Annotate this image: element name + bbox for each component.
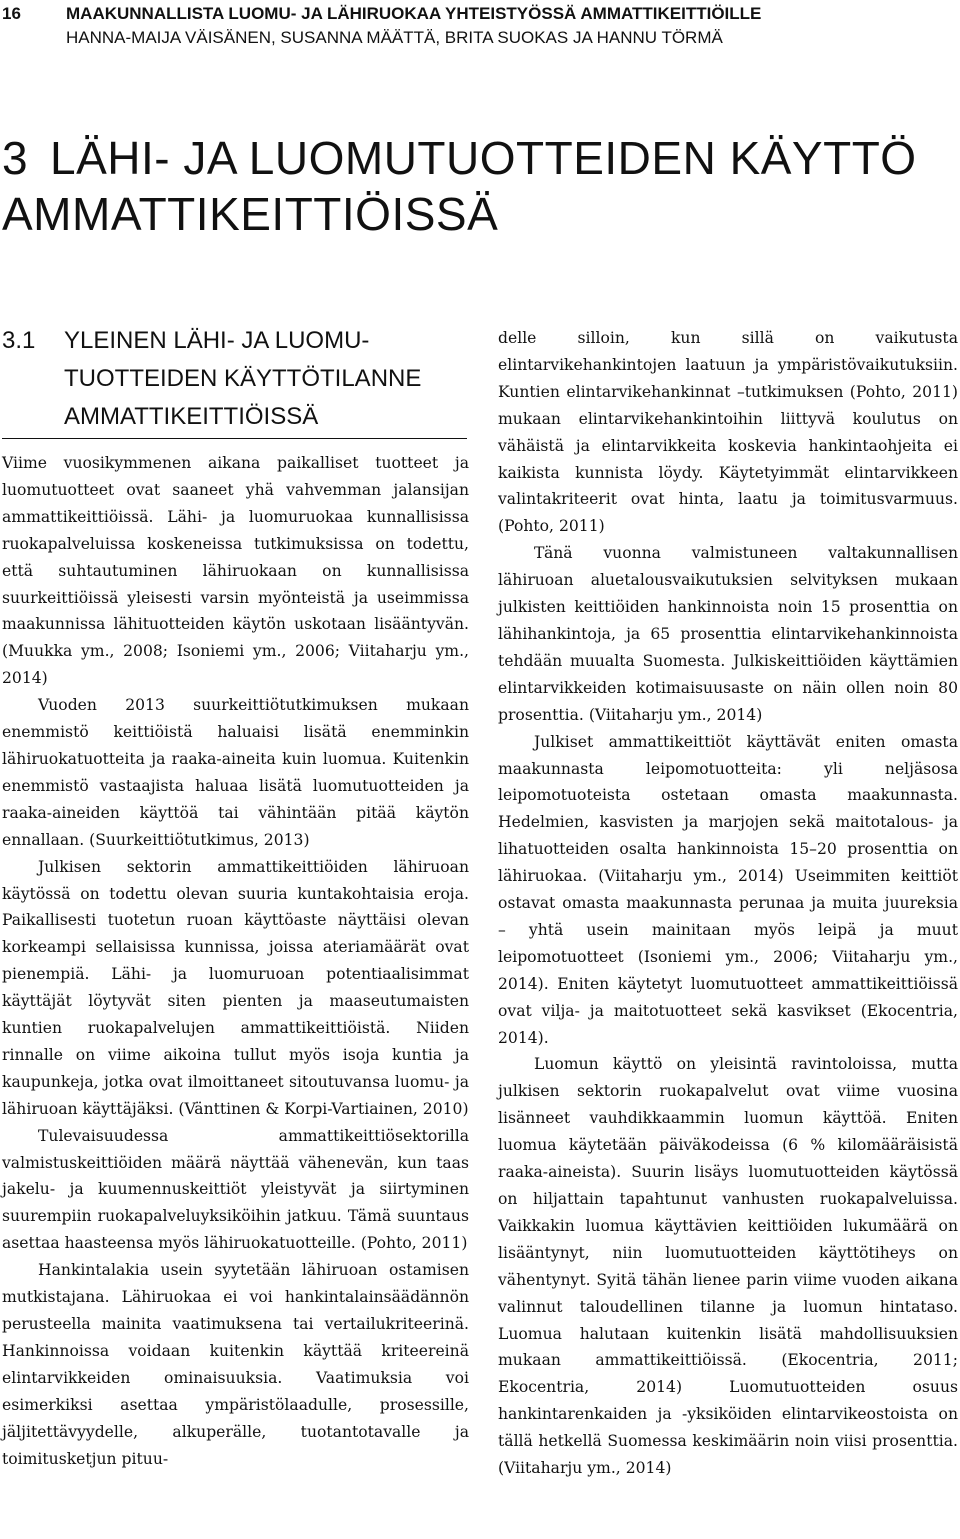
section-heading bbox=[2, 322, 467, 436]
paragraph: Hankintalakia usein syytetään lähiruoan ostamisen mutkistajana. Lähiruokaa ei voi hankintalainsäädännön perusteella mainita vaatimuksena tai vertailukriteerinä. Hankinnoissa voidaan kuitenkin käyttää kriteereinä elintarvikkeiden ominaisuuksia. Vaatimuksia voi esimerkiksi asettaa ympäristölaadulle, prosessille, jäljitettävyydelle, alkuperälle, tuotantotavalle ja toimitusketjun pituu- bbox=[2, 1261, 469, 1468]
paragraph: Vuoden 2013 suurkeittiötutkimuksen mukaan enemmistö keittiöistä haluaisi lisätä enemminkin lähiruokatuotteita ja raaka-aineita kuin luomua. Kuitenkin enemmistö vastaajista haluaa lisätä luomutuotteiden ja raaka-aineiden käyttöä tai vähintään pitää käytön ennallaan. (Suurkeittiötutkimus, 2013) bbox=[2, 696, 469, 849]
running-title: MAAKUNNALLISTA LUOMU- JA LÄHIRUOKAA YHTEISTYÖSSÄ AMMATTIKEITTIÖILLE bbox=[66, 4, 762, 23]
paragraph: Viime vuosikymmenen aikana paikalliset tuotteet ja luomutuotteet ovat saaneet yhä vahvemman jalansijan ammattikeittiöissä. Lähi- ja luomuruokaa kunnallisissa ruokapalveluissa koskeneissa tutkimuksissa on todettu, että suhtautuminen lähiruokaan on kunnallisissa suurkeittiöissä yleisesti varsin myönteistä ja useimmissa maakunnissa lähituotteiden käytön uskotaan lisääntyvän. (Muukka ym., 2008; Isoniemi ym., 2006; Viitaharju ym., 2014) bbox=[2, 454, 469, 688]
paragraph: delle silloin, kun sillä on vaikutusta elintarvikehankintojen laatuun ja ympäristövaikutuksiin. Kuntien elintarvikehankinnat –tutkimuksen (Pohto, 2011) mukaan elintarvikehankintoihin liittyvä koulutus on vähäistä ja elintarvikkeita koskevia hankintaohjeita ei kaikista kunnista löydy. Käytetyimmät elintarvikkeen valintakriteerit ovat hinta, laatu ja toimitusvarmuus. (Pohto, 2011) bbox=[498, 329, 958, 536]
authors: HANNA-MAIJA VÄISÄNEN, SUSANNA MÄÄTTÄ, BRITA SUOKAS JA HANNU TÖRMÄ bbox=[66, 28, 723, 47]
paragraph: Julkisen sektorin ammattikeittiöiden lähiruoan käytössä on todettu olevan suuria kuntakohtaisia eroja. Paikallisesti tuotetun ruoan käyttöaste näyttäisi olevan korkeampi sellaisissa kunnissa, joissa ateriamäärät ovat pienempiä. Lähi- ja luomuruoan potentiaalisimmat käyttäjät löytyvät siten pienten ja maaseutumaisten kuntien ruokapalvelujen ammattikeittiöistä. Niiden rinnalle on viime aikoina tullut myös isoja kuntia ja kaupunkeja, jotka ovat ilmoittaneet sitoutuvansa luomu- ja lähiruoan käyttäjäksi. (Vänttinen & Korpi-Vartiainen, 2010) bbox=[2, 857, 469, 1118]
chapter-title-line2: AMMATTIKEITTIÖISSÄ bbox=[2, 188, 499, 240]
right-column bbox=[498, 325, 958, 1482]
chapter-heading bbox=[2, 130, 917, 242]
section-number: 3.1 bbox=[2, 327, 36, 354]
left-column bbox=[2, 450, 469, 1472]
paragraph: Julkiset ammattikeittiöt käyttävät eniten omasta maakunnasta leipomotuotteita: yli neljäsosa leipomotuoteista ostetaan omasta maakunnasta. Hedelmien, kasvisten ja marjojen sekä maitotalous- ja lihatuotteiden osalta hankinnoista 15–20 prosenttia on lähiruokaa. (Viitaharju ym., 2014) Useimmiten keittiöt ostavat omasta maakunnasta perunaa ja muita juureksia – yhtä usein mainitaan myös leipä ja muut leipomotuotteet (Isoniemi ym., 2006; Viitaharju ym., 2014). Eniten käytetyt luomutuotteet ammattikeittiöissä ovat vilja- ja maitotuotteet sekä kasvikset (Ekocentria, 2014). bbox=[498, 732, 958, 1047]
section-title: YLEINEN LÄHI- JA LUOMU- TUOTTEIDEN KÄYTTÖTILANNE AMMATTIKEITTIÖISSÄ bbox=[64, 327, 422, 430]
page-number: 16 bbox=[2, 4, 21, 23]
section-divider bbox=[2, 438, 467, 439]
chapter-title-line1: LÄHI- JA LUOMUTUOTTEIDEN KÄYTTÖ bbox=[50, 132, 917, 184]
paragraph: Tänä vuonna valmistuneen valtakunnallisen lähiruoan aluetalousvaikutuksien selvityksen mukaan julkisten keittiöiden hankinnoista noin 15 prosenttia on lähihankintoja, ja 65 prosenttia elintarvikehankinnoista tehdään muualta Suomesta. Julkiskeittiöiden käyttämien elintarvikkeiden kotimaisuusaste on näin ollen noin 80 prosenttia. (Viitaharju ym., 2014) bbox=[498, 544, 958, 724]
paragraph: Luomun käyttö on yleisintä ravintoloissa, mutta julkisen sektorin ruokapalvelut ovat viime vuosina lisänneet vauhdikkaammin luomun käyttöä. Eniten luomua käytetään päiväkodeissa (6 % kilomääräisistä raaka-aineista). Suurin lisäys luomutuotteiden käytössä on hiljattain tapahtunut vanhusten ruokapalveluissa. Vaikkakin luomua käyttävien keittiöiden lukumäärä on lisääntynyt, niin luomutuotteiden käyttötiheys on vähentynyt. Syitä tähän lienee parin viime vuoden aikana valinnut taloudellinen tilanne ja luomun hintataso. Luomua halutaan kuitenkin lisätä mahdollisuuksien mukaan ammattikeittiöissä. (Ekocentria, 2011; Ekocentria, 2014) Luomutuotteiden osuus hankintarenkaiden ja -yksiköiden elintarvikeostoista on tällä hetkellä Suomessa keskimäärin noin viisi prosenttia. (Viitaharju ym., 2014) bbox=[498, 1055, 958, 1478]
paragraph: Tulevaisuudessa ammattikeittiösektorilla valmistuskeittiöiden määrä näyttää vähenevän, kun taas jakelu- ja kuumennuskeittiöt yleistyvät ja siirtyminen suurempiin ruokapalveluyksiköihin jatkuu. Tämä suuntaus asettaa haasteensa myös lähiruokatuotteille. (Pohto, 2011) bbox=[2, 1126, 469, 1253]
chapter-number: 3 bbox=[2, 132, 29, 184]
